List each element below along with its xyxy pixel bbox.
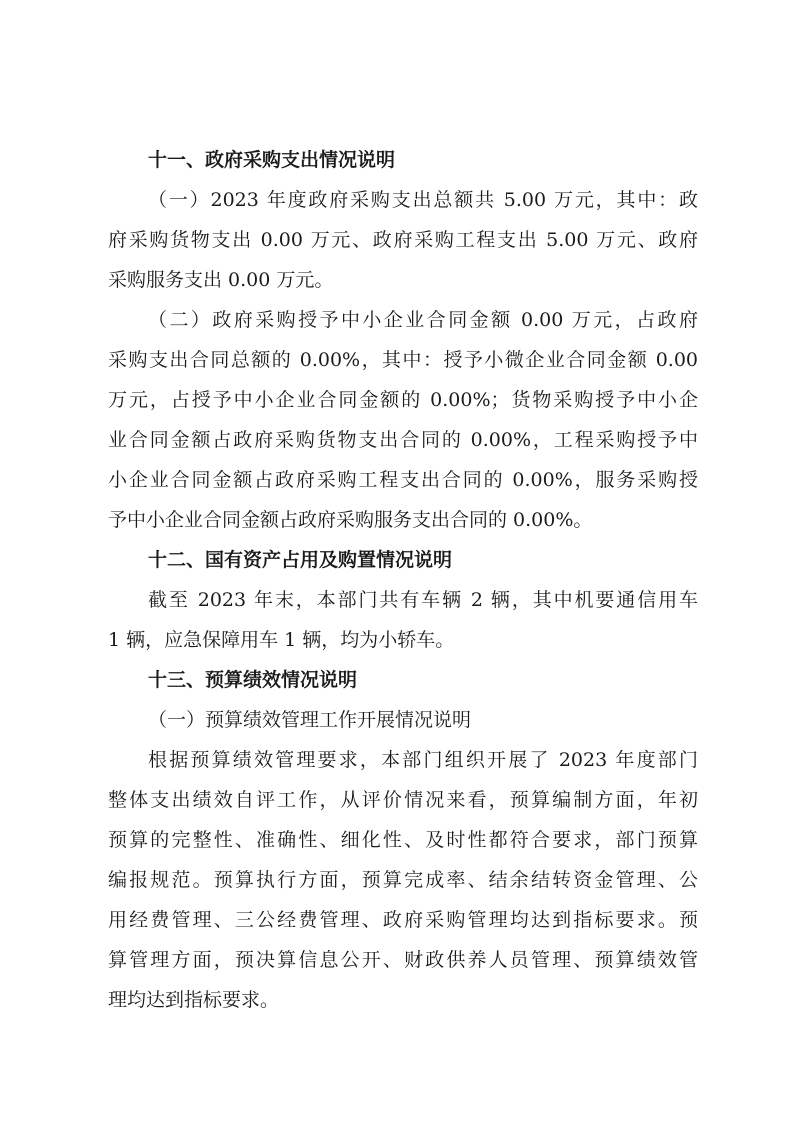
text-line: 采购服务支出 0.00 万元。 bbox=[108, 269, 334, 291]
paragraph-sme-contracts bbox=[108, 300, 698, 540]
text-line: 理均达到指标要求。 bbox=[108, 989, 280, 1011]
text-line: 采购支出合同总额的 0.00%，其中：授予小微企业合同金额 0.00 bbox=[108, 349, 698, 371]
text-line: 预算的完整性、准确性、细化性、及时性都符合要求，部门预算 bbox=[108, 829, 698, 851]
text-line: 小企业合同金额占政府采购工程支出合同的 0.00%，服务采购授 bbox=[108, 469, 698, 491]
text-line: 整体支出绩效自评工作，从评价情况来看，预算编制方面，年初 bbox=[108, 789, 698, 811]
text-line: 予中小企业合同金额占政府采购服务支出合同的 0.00%。 bbox=[108, 509, 593, 531]
section-heading-13: 十三、预算绩效情况说明 bbox=[148, 669, 358, 691]
text-line: 1 辆，应急保障用车 1 辆，均为小轿车。 bbox=[108, 629, 455, 651]
text-line: 用经费管理、三公经费管理、政府采购管理均达到指标要求。预 bbox=[108, 909, 698, 931]
text-line: 业合同金额占政府采购货物支出合同的 0.00%，工程采购授予中 bbox=[108, 429, 698, 451]
subsection-heading-13-1: （一）预算绩效管理工作开展情况说明 bbox=[148, 709, 472, 731]
text-line: 编报规范。预算执行方面，预算完成率、结余结转资金管理、公 bbox=[108, 869, 698, 891]
document-body bbox=[108, 140, 698, 1020]
text-line: 算管理方面，预决算信息公开、财政供养人员管理、预算绩效管 bbox=[108, 949, 698, 971]
text-line: 截至 2023 年末，本部门共有车辆 2 辆，其中机要通信用车 bbox=[148, 589, 698, 611]
paragraph-procurement-total bbox=[108, 180, 698, 300]
text-line: 万元，占授予中小企业合同金额的 0.00%；货物采购授予中小企 bbox=[108, 389, 698, 411]
text-line: 府采购货物支出 0.00 万元、政府采购工程支出 5.00 万元、政府 bbox=[108, 229, 698, 251]
text-line: 根据预算绩效管理要求，本部门组织开展了 2023 年度部门 bbox=[148, 749, 698, 771]
text-line: （一）2023 年度政府采购支出总额共 5.00 万元，其中：政 bbox=[148, 189, 698, 211]
paragraph-performance-evaluation bbox=[108, 740, 698, 1020]
section-heading-12: 十二、国有资产占用及购置情况说明 bbox=[148, 549, 453, 571]
text-line: （二）政府采购授予中小企业合同金额 0.00 万元，占政府 bbox=[148, 309, 698, 331]
paragraph-state-assets bbox=[108, 580, 698, 660]
section-heading-11: 十一、政府采购支出情况说明 bbox=[148, 149, 396, 171]
